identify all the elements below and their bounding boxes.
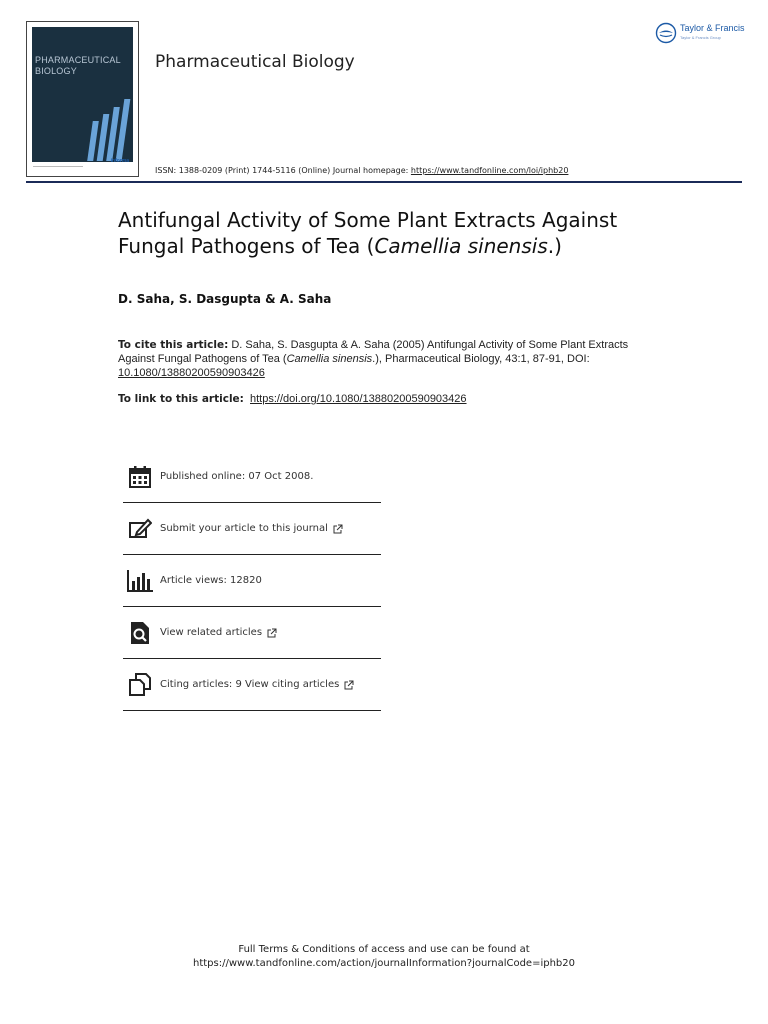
issn-text: ISSN: 1388-0209 (Print) 1744-5116 (Online) Journal homepage: [155,166,411,175]
citation-doi-link[interactable]: 10.1080/13880200590903426 [118,367,265,379]
copy-documents-icon [126,671,154,699]
citation-label: To cite this article: [118,339,229,351]
search-document-icon [126,619,154,647]
citation-text-after: .), Pharmaceutical Biology, 43:1, 87-91, DOI: [372,353,590,365]
article-title-italic: Camellia sinensis [374,234,548,258]
publisher-name: Taylor & Francis [680,23,745,33]
taylor-francis-icon [655,22,677,44]
external-link-icon [333,524,343,534]
article-title [118,207,678,259]
journal-homepage-link[interactable]: https://www.tandfonline.com/loi/iphb20 [410,166,569,175]
article-doi-url[interactable]: https://doi.org/10.1080/13880200590903426 [250,393,467,405]
journal-cover-thumbnail [26,21,139,177]
meta-submit-article[interactable] [123,503,381,555]
external-link-icon [267,628,277,638]
footer-terms-link[interactable]: https://www.tandfonline.com/action/journalInformation?journalCode=iphb20 [193,958,575,969]
cover-title-line2: BIOLOGY [35,66,77,76]
citation-block [118,338,638,380]
issn-line [155,166,568,175]
bar-chart-icon [126,567,154,595]
meta-article-views [123,555,381,607]
article-link-block [118,393,638,405]
cover-publisher-mark: informa [110,158,129,164]
publisher-subtitle: Taylor & Francis Group [680,35,721,40]
article-title-main: Antifungal Activity of Some Plant Extracts Against Fungal Pathogens of Tea ( [118,208,618,258]
cover-footer-line [33,166,83,167]
citation-italic: Camellia sinensis [286,353,373,365]
meta-published [123,451,381,503]
footer-line1: Full Terms & Conditions of access and use can be found at [238,944,530,955]
cover-title [35,55,121,77]
header-rule [26,181,742,183]
meta-views-text: Article views: 12820 [160,575,262,586]
article-title-end: .) [547,234,562,258]
citation-text-before: D. Saha, S. Dasgupta & A. Saha (2005) Antifungal Activity of Some Plant Extracts Against Fungal Pathogens of Tea ( [118,339,629,365]
publisher-logo[interactable] [655,22,745,44]
meta-citing-text[interactable]: Citing articles: 9 View citing articles [160,679,340,690]
meta-related-articles[interactable] [123,607,381,659]
meta-related-text[interactable]: View related articles [160,627,263,638]
article-meta-list [123,451,381,711]
journal-name: Pharmaceutical Biology [155,52,355,72]
footer-terms [0,943,768,971]
article-authors: D. Saha, S. Dasgupta & A. Saha [118,292,332,306]
cover-panel [32,27,133,162]
meta-submit-text[interactable]: Submit your article to this journal [160,523,328,534]
calendar-icon [126,463,154,491]
external-link-icon [344,680,354,690]
link-label: To link to this article: [118,393,244,405]
cover-title-line1: PHARMACEUTICAL [35,55,121,65]
meta-published-text: Published online: 07 Oct 2008. [160,471,314,482]
edit-icon [126,515,154,543]
meta-citing-articles[interactable] [123,659,381,711]
